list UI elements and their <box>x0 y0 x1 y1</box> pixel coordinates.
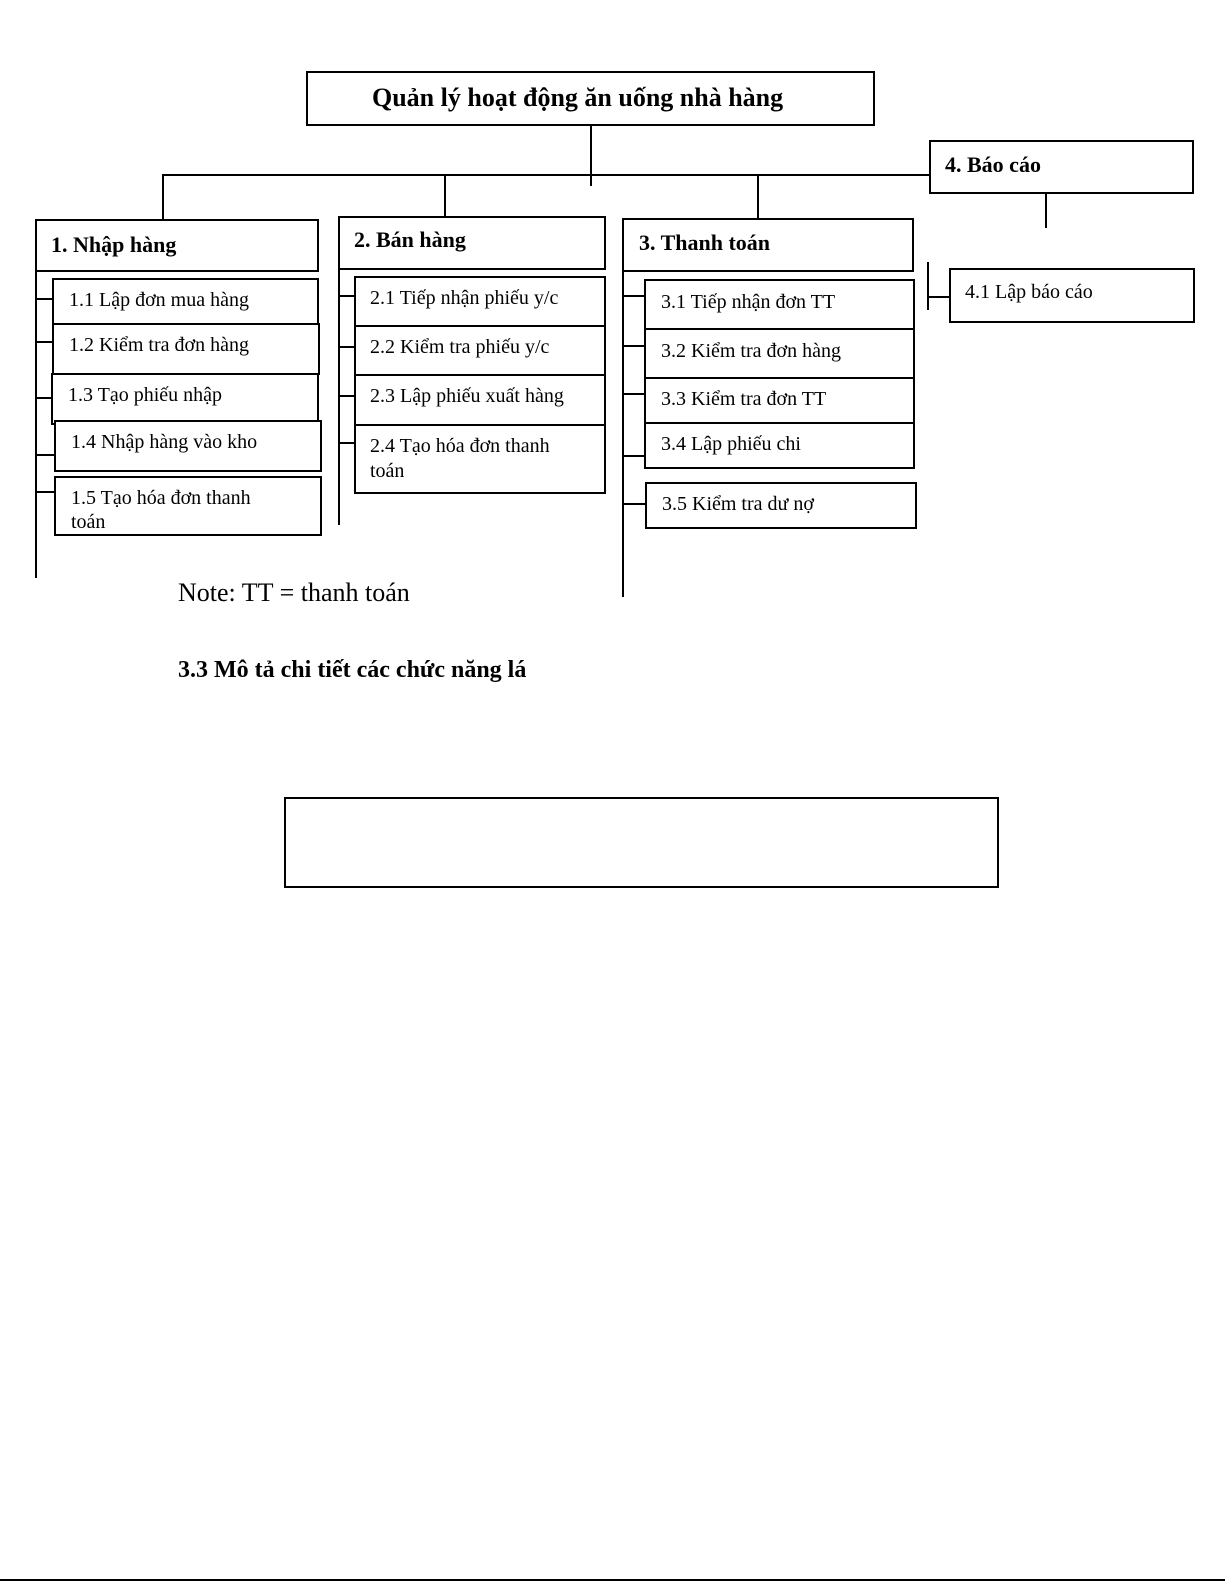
leaf-label-3-5: 3.5 Kiểm tra dư nợ <box>662 493 814 515</box>
tick-2-1 <box>338 295 355 297</box>
leaf-box-3-5 <box>645 482 917 529</box>
leaf-label-2-4: 2.4 Tạo hóa đơn thanh <box>370 435 550 457</box>
leaf-box-1-1 <box>52 278 319 325</box>
branch-line-1 <box>162 174 164 220</box>
leaf-label-4-1: 4.1 Lập báo cáo <box>965 281 1093 303</box>
leaf-label-3-1: 3.1 Tiếp nhận đơn TT <box>661 291 836 313</box>
category-label-4: 4. Báo cáo <box>945 152 1041 177</box>
leaf-box-3-2 <box>644 328 915 379</box>
leaf-box-1-2 <box>52 323 320 375</box>
leaf-box-4-1 <box>949 268 1195 323</box>
leaf-label-3-4: 3.4 Lập phiếu chi <box>661 433 801 455</box>
tick-3-1 <box>622 295 645 297</box>
leaf-box-1-4 <box>54 420 322 472</box>
leaf-label-1-5-cont: toán <box>71 511 106 533</box>
leaf-box-3-3 <box>644 377 915 424</box>
tick-1-5 <box>35 491 55 493</box>
tick-1-2 <box>35 341 53 343</box>
leaf-label-2-4-cont: toán <box>370 460 405 482</box>
category-label-3: 3. Thanh toán <box>639 230 771 255</box>
empty-content-box <box>284 797 999 888</box>
root-box <box>306 71 875 126</box>
leaf-label-2-3: 2.3 Lập phiếu xuất hàng <box>370 385 564 407</box>
tick-2-2 <box>338 346 355 348</box>
branch-line-4-stub <box>1045 194 1047 228</box>
category-box-3 <box>622 218 914 272</box>
tick-1-4 <box>35 454 55 456</box>
tick-2-4 <box>338 442 355 444</box>
leaf-box-2-4 <box>354 424 606 494</box>
tick-3-3 <box>622 393 645 395</box>
leaf-box-3-4 <box>644 422 915 469</box>
category-label-1: 1. Nhập hàng <box>51 232 177 257</box>
leaf-label-1-3: 1.3 Tạo phiếu nhập <box>68 384 223 406</box>
leaf-box-2-3 <box>354 374 606 426</box>
leaf-label-1-5: 1.5 Tạo hóa đơn thanh <box>71 487 251 509</box>
spine-1 <box>35 270 37 578</box>
category-box-1 <box>35 219 319 272</box>
leaf-label-1-1: 1.1 Lập đơn mua hàng <box>69 289 249 311</box>
leaf-label-3-3: 3.3 Kiểm tra đơn TT <box>661 388 827 410</box>
leaf-label-2-2: 2.2 Kiểm tra phiếu y/c <box>370 336 550 358</box>
spine-3 <box>622 270 624 597</box>
leaf-box-1-5 <box>54 476 322 536</box>
tick-2-3 <box>338 395 355 397</box>
leaf-box-2-2 <box>354 325 606 377</box>
category-label-2: 2. Bán hàng <box>354 227 466 252</box>
tick-3-4 <box>622 455 645 457</box>
leaf-label-3-2: 3.2 Kiểm tra đơn hàng <box>661 340 841 362</box>
diagram-note: Note: TT = thanh toán <box>178 578 410 607</box>
leaf-label-1-4: 1.4 Nhập hàng vào kho <box>71 431 258 453</box>
category-box-4 <box>929 140 1194 194</box>
tick-4-1 <box>927 296 949 298</box>
leaf-label-1-2: 1.2 Kiểm tra đơn hàng <box>69 334 249 356</box>
category-box-2 <box>338 216 606 270</box>
branch-line-2 <box>444 174 446 218</box>
tick-1-1 <box>35 298 53 300</box>
main-connector-line <box>162 174 930 176</box>
spine-4 <box>927 262 929 310</box>
leaf-box-1-3 <box>51 373 319 425</box>
leaf-box-3-1 <box>644 279 915 330</box>
leaf-label-2-1: 2.1 Tiếp nhận phiếu y/c <box>370 287 559 309</box>
page-bottom-rule <box>0 1579 1225 1581</box>
tick-3-5 <box>622 503 645 505</box>
tick-3-2 <box>622 345 645 347</box>
section-heading: 3.3 Mô tả chi tiết các chức năng lá <box>178 657 527 683</box>
leaf-box-2-1 <box>354 276 606 327</box>
root-label: Quản lý hoạt động ăn uống nhà hàng <box>372 83 784 112</box>
